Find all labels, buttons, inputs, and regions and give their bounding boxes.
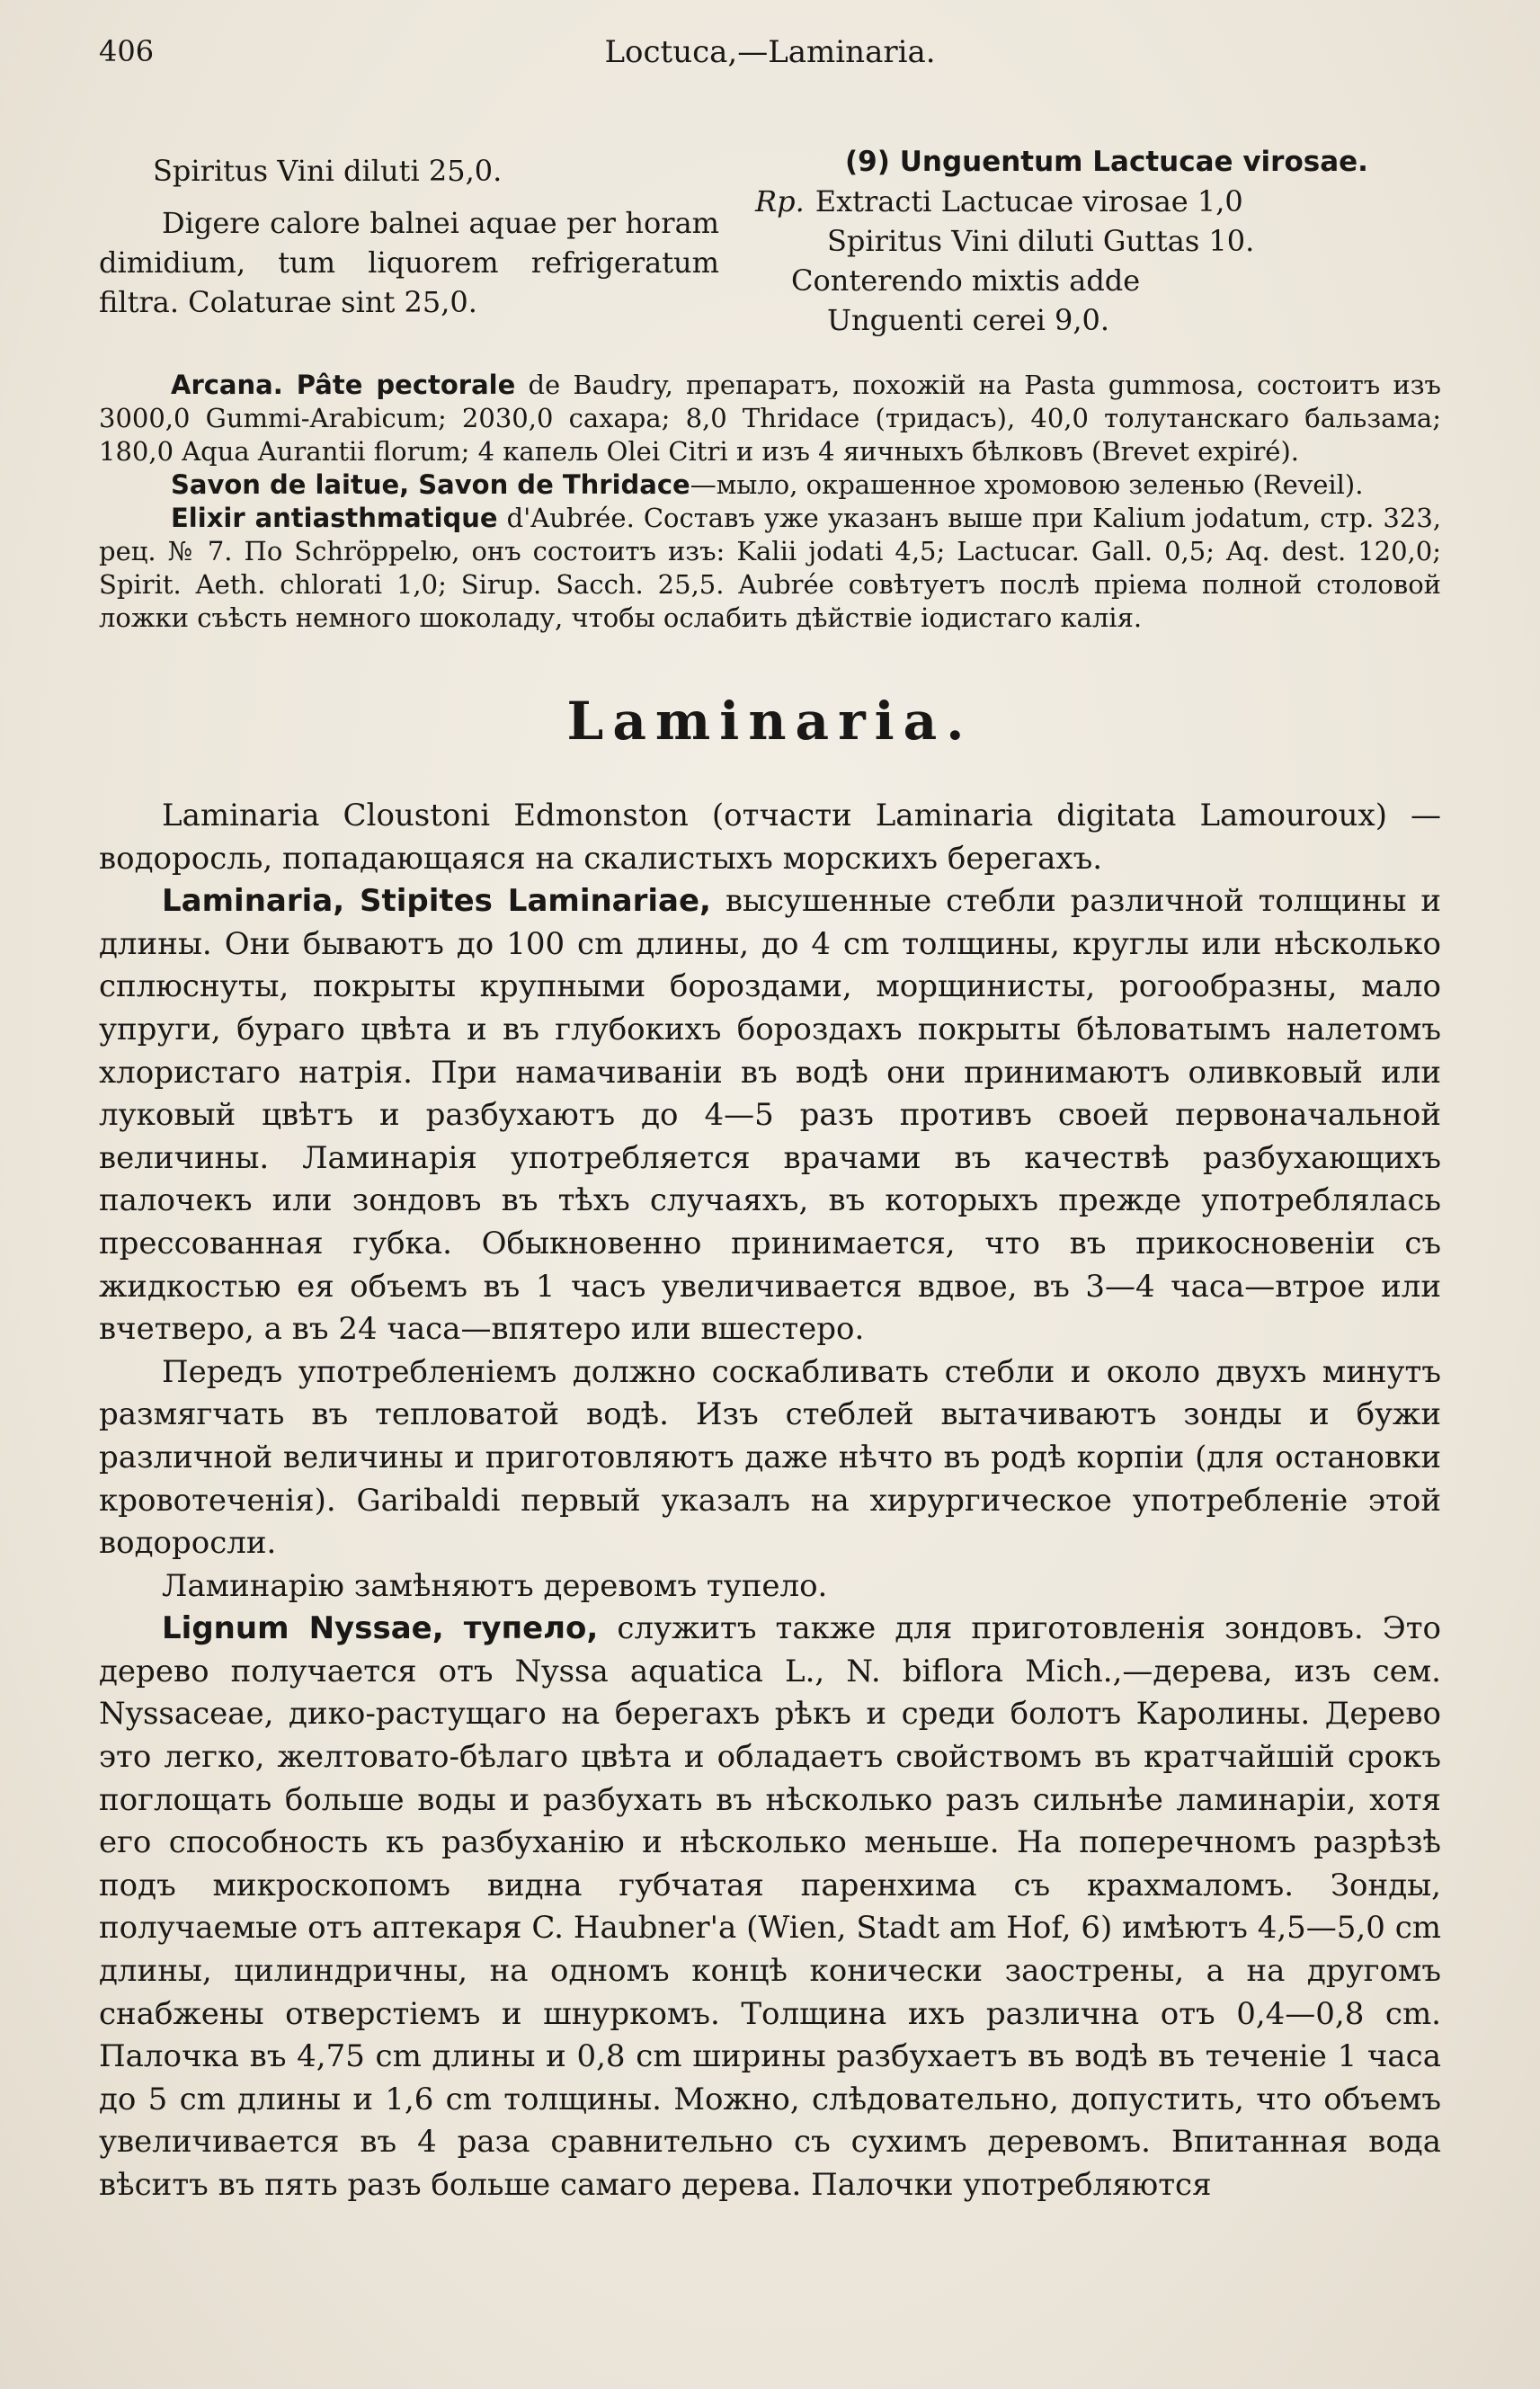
left-line-2: Digere calore balnei aquae per horam dimidium, tum liquorem refrigeratum filtra. Colaturae sint 25,0.	[99, 206, 719, 319]
body-paragraph-3: Передъ употребленіемъ должно соскабливать стебли и около двухъ минутъ размягчать въ тепловатой водѣ. Изъ стеблей вытачиваютъ зонды и бужи различной величины и приготовляютъ даже нѣчто въ родѣ корпіи (для остановки кровотеченія). Garibaldi первый указалъ на хирургическое употребленіе этой водоросли.	[99, 1353, 1441, 1562]
arcana-paragraph-3	[99, 502, 1441, 635]
running-title: Loctuca,—Laminaria.	[604, 34, 936, 70]
body-paragraph-1: Laminaria Cloustoni Edmonston (отчасти Laminaria digitata Lamouroux) — водоросль, попадающаяся на скалистыхъ морскихъ берегахъ.	[99, 798, 1441, 877]
recipe-line-2: Spiritus Vini diluti Guttas 10.	[827, 224, 1255, 258]
left-line-1: Spiritus Vini diluti 25,0.	[153, 154, 503, 188]
section-title: Laminaria.	[566, 691, 974, 752]
arcana-paragraph-2	[99, 468, 1441, 502]
arcana-text-3: d'Aubrée. Составъ уже указанъ выше при Kalium jodatum, стр. 323, рец. № 7. По Schröppelю, онъ состоитъ изъ: Kalii jodati 4,5; Lactucar. Gall. 0,5; Aq. dest. 120,0; Spirit. Aeth. chlorati 1,0; Sirup. Sacch. 25,5. Aubrée совѣтуетъ послѣ пріема полной столовой ложки съѣсть немного шоколаду, чтобы ослабить дѣйствіе іодистаго калія.	[99, 503, 1442, 633]
recipe-continuation	[99, 142, 1441, 340]
body-label-5: Lignum Nyssae, тупело,	[162, 1610, 599, 1647]
arcana-text-2: —мыло, окрашенное хромовою зеленью (Reveil).	[690, 469, 1364, 500]
recipe-title: (9) Unguentum Lactucae virosae.	[845, 146, 1368, 178]
page-number: 406	[99, 34, 155, 68]
recipe-line-3: Conterendo mixtis adde	[791, 263, 1141, 298]
arcana-label-2: Savon de laitue, Savon de Thridace	[171, 469, 690, 500]
recipe-line-1: Extracti Lactucae virosae 1,0	[815, 184, 1243, 218]
arcana-paragraph-1	[99, 369, 1441, 468]
section-body	[99, 795, 1441, 2207]
recipe-rp: Rp.	[755, 184, 805, 218]
left-recipe-column	[99, 142, 719, 340]
page-header	[99, 25, 1441, 79]
body-paragraph-4: Ламинарію замѣняютъ деревомъ тупело.	[162, 1567, 828, 1604]
body-paragraph-2	[99, 880, 1441, 1351]
arcana-text-1: de Baudry, препаратъ, похожій на Pasta gummosa, состоитъ изъ 3000,0 Gummi-Arabicum; 2030,0 сахара; 8,0 Thridace (тридасъ), 40,0 толутанскаго бальзама; 180,0 Aqua Aurantii florum; 4 капель Olei Citri и изъ 4 яичныхъ бѣлковъ (Brevet expiré).	[99, 370, 1442, 467]
arcana-block	[99, 369, 1441, 635]
arcana-label-1: Arcana. Pâte pectorale	[171, 370, 516, 400]
body-label-2: Laminaria, Stipites Laminariae,	[162, 883, 711, 920]
recipe-line-4: Unguenti cerei 9,0.	[827, 303, 1110, 337]
arcana-label-3: Elixir antiasthmatique	[171, 503, 498, 533]
body-text-2: высушенные стебли различной толщины и длины. Они бываютъ до 100 cm длины, до 4 cm толщины, круглы или нѣсколько сплюснуты, покрыты крупными бороздами, морщинисты, рогообразны, мало упруги, бураго цвѣта и въ глубокихъ бороздахъ покрыты бѣловатымъ налетомъ хлористаго натрія. При намачиваніи въ водѣ они принимаютъ оливковый или луковый цвѣтъ и разбухаютъ до 4—5 разъ противъ своей первоначальной величины. Ламинарія употребляется врачами въ качествѣ разбухающихъ палочекъ или зондовъ въ тѣхъ случаяхъ, въ которыхъ прежде употреблялась прессованная губка. Обыкновенно принимается, что въ прикосновеніи съ жидкостью ея объемъ въ 1 часъ увеличивается вдвое, въ 3—4 часа—втрое или вчетверо, а въ 24 часа—впятеро или вшестеро.	[99, 883, 1441, 1348]
right-recipe-column	[755, 142, 1441, 340]
body-text-5: служитъ также для приготовленія зондовъ. Это дерево получается отъ Nyssa aquatica L., N. biflora Mich.,—дерева, изъ сем. Nyssaceae, дико-растущаго на берегахъ рѣкъ и среди болотъ Каролины. Дерево это легко, желтовато-бѣлаго цвѣта и обладаетъ свойствомъ въ кратчайшій срокъ поглощать больше воды и разбухать въ нѣсколько разъ сильнѣе ламинаріи, хотя его способность къ разбуханію и нѣсколько меньше. На поперечномъ разрѣзѣ подъ микроскопомъ видна губчатая паренхима съ крахмаломъ. Зонды, получаемые отъ аптекаря C. Haubner'a (Wien, Stadt am Hof, 6) имѣютъ 4,5—5,0 cm длины, цилиндричны, на одномъ концѣ конически заострены, а на другомъ снабжены отверстіемъ и шнуркомъ. Толщина ихъ различна отъ 0,4—0,8 cm. Палочка въ 4,75 cm длины и 0,8 cm ширины разбухаетъ въ водѣ въ теченіе 1 часа до 5 cm длины и 1,6 cm толщины. Можно, слѣдовательно, допустить, что объемъ увеличивается въ 4 раза сравнительно съ сухимъ деревомъ. Впитанная вода вѣситъ въ пять разъ больше самаго дерева. Палочки употребляются	[99, 1610, 1442, 2203]
body-paragraph-5	[99, 1608, 1441, 2206]
